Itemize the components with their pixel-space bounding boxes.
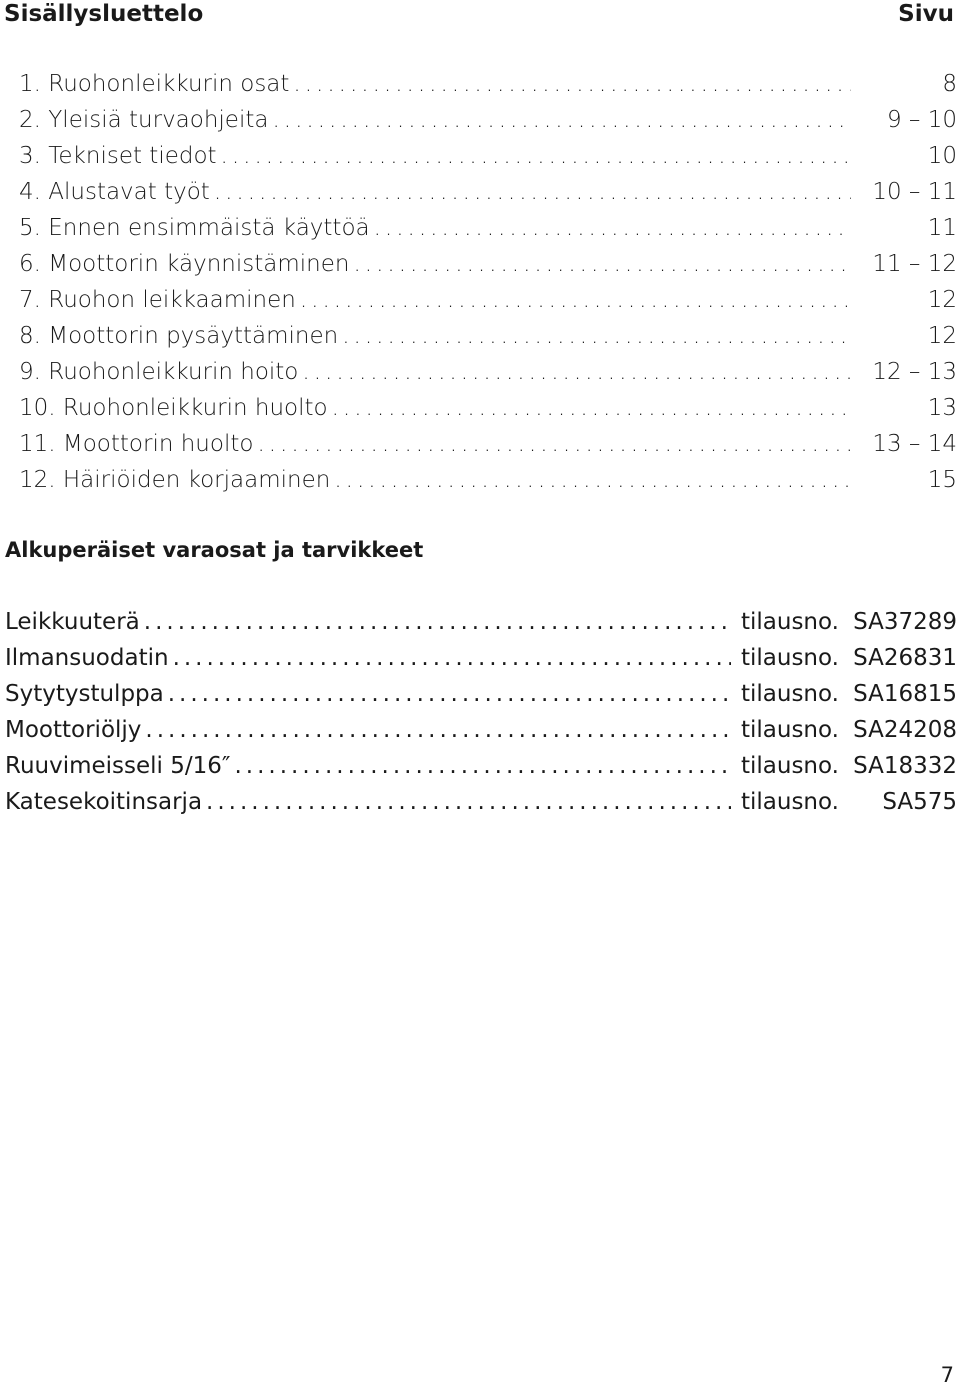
part-name: Leikkuuterä [5,609,140,635]
toc-entry-title: 1. Ruohonleikkurin osat [19,71,290,97]
dot-leader [272,106,851,134]
order-number-label: tilausno. [740,789,839,815]
part-entry [5,608,957,644]
order-number: SA575 [882,789,957,815]
toc-entry-page: 9 – 10 [886,107,957,133]
dot-leader [374,214,851,242]
dot-leader [173,644,731,672]
order-number-label: tilausno. [740,753,839,779]
part-name: Moottoriöljy [5,717,142,743]
toc-entry-page: 8 [942,71,957,97]
part-name: Ilmansuodatin [5,645,169,671]
toc-entry-title: 3. Tekniset tiedot [19,143,217,169]
toc-entry-title: 12. Häiriöiden korjaaminen [19,467,331,493]
part-entry [5,644,957,680]
toc-entry-page: 11 [927,215,957,241]
part-name: Sytytystulppa [5,681,164,707]
dot-leader [353,250,851,278]
dot-leader [332,394,851,422]
dot-leader [145,716,731,744]
dot-leader [206,788,731,816]
toc-heading: Sisällysluettelo [4,1,204,27]
toc-entry[interactable] [19,466,957,502]
order-number-label: tilausno. [740,645,839,671]
order-number: SA26831 [853,645,957,671]
toc-entry-title: 6. Moottorin käynnistäminen [19,251,350,277]
dot-leader [168,680,731,708]
part-name: Katesekoitinsarja [5,789,203,815]
dot-leader [214,178,851,206]
toc-entry[interactable] [19,250,957,286]
toc-entry-page: 10 [927,143,957,169]
toc-entry-page: 12 [927,323,957,349]
toc-entry-title: 2. Yleisiä turvaohjeita [19,107,269,133]
table-of-contents [19,70,957,502]
toc-entry[interactable] [19,70,957,106]
dot-leader [144,608,731,636]
toc-entry[interactable] [19,430,957,466]
toc-entry-page: 12 – 13 [872,359,957,385]
dot-leader [342,322,851,350]
toc-entry-title: 8. Moottorin pysäyttäminen [19,323,339,349]
order-number-label: tilausno. [740,609,839,635]
part-entry [5,716,957,752]
toc-entry-page: 12 [927,287,957,313]
order-number-label: tilausno. [740,681,839,707]
part-entry [5,752,957,788]
dot-leader [257,430,851,458]
dot-leader [221,142,851,170]
part-entry [5,680,957,716]
toc-entry-title: 11. Moottorin huolto [19,431,254,457]
order-number: SA37289 [853,609,957,635]
toc-entry-title: 4. Alustavat työt [19,179,210,205]
page-number: 7 [940,1363,954,1387]
dot-leader [235,752,731,780]
part-entry [5,788,957,824]
toc-entry-page: 11 – 12 [872,251,957,277]
toc-entry-page: 15 [927,467,957,493]
toc-entry[interactable] [19,106,957,142]
toc-entry-page: 13 – 14 [872,431,957,457]
toc-entry[interactable] [19,322,957,358]
toc-entry-page: 13 [927,395,957,421]
toc-entry-title: 9. Ruohonleikkurin hoito [19,359,299,385]
toc-entry[interactable] [19,286,957,322]
part-name: Ruuvimeisseli 5/16″ [5,753,231,779]
toc-entry[interactable] [19,214,957,250]
toc-entry[interactable] [19,178,957,214]
parts-list [5,608,957,824]
parts-section-title: Alkuperäiset varaosat ja tarvikkeet [5,538,424,562]
dot-leader [300,286,851,314]
order-number-label: tilausno. [740,717,839,743]
order-number: SA16815 [853,681,957,707]
toc-entry-page: 10 – 11 [872,179,957,205]
toc-entry[interactable] [19,358,957,394]
order-number: SA24208 [853,717,957,743]
dot-leader [302,358,851,386]
toc-entry-title: 7. Ruohon leikkaaminen [19,287,296,313]
toc-entry[interactable] [19,394,957,430]
order-number: SA18332 [853,753,957,779]
dot-leader [293,70,851,98]
toc-entry-title: 10. Ruohonleikkurin huolto [19,395,328,421]
toc-entry-title: 5. Ennen ensimmäistä käyttöä [19,215,370,241]
dot-leader [334,466,851,494]
toc-entry[interactable] [19,142,957,178]
page-column-heading: Sivu [898,1,954,27]
